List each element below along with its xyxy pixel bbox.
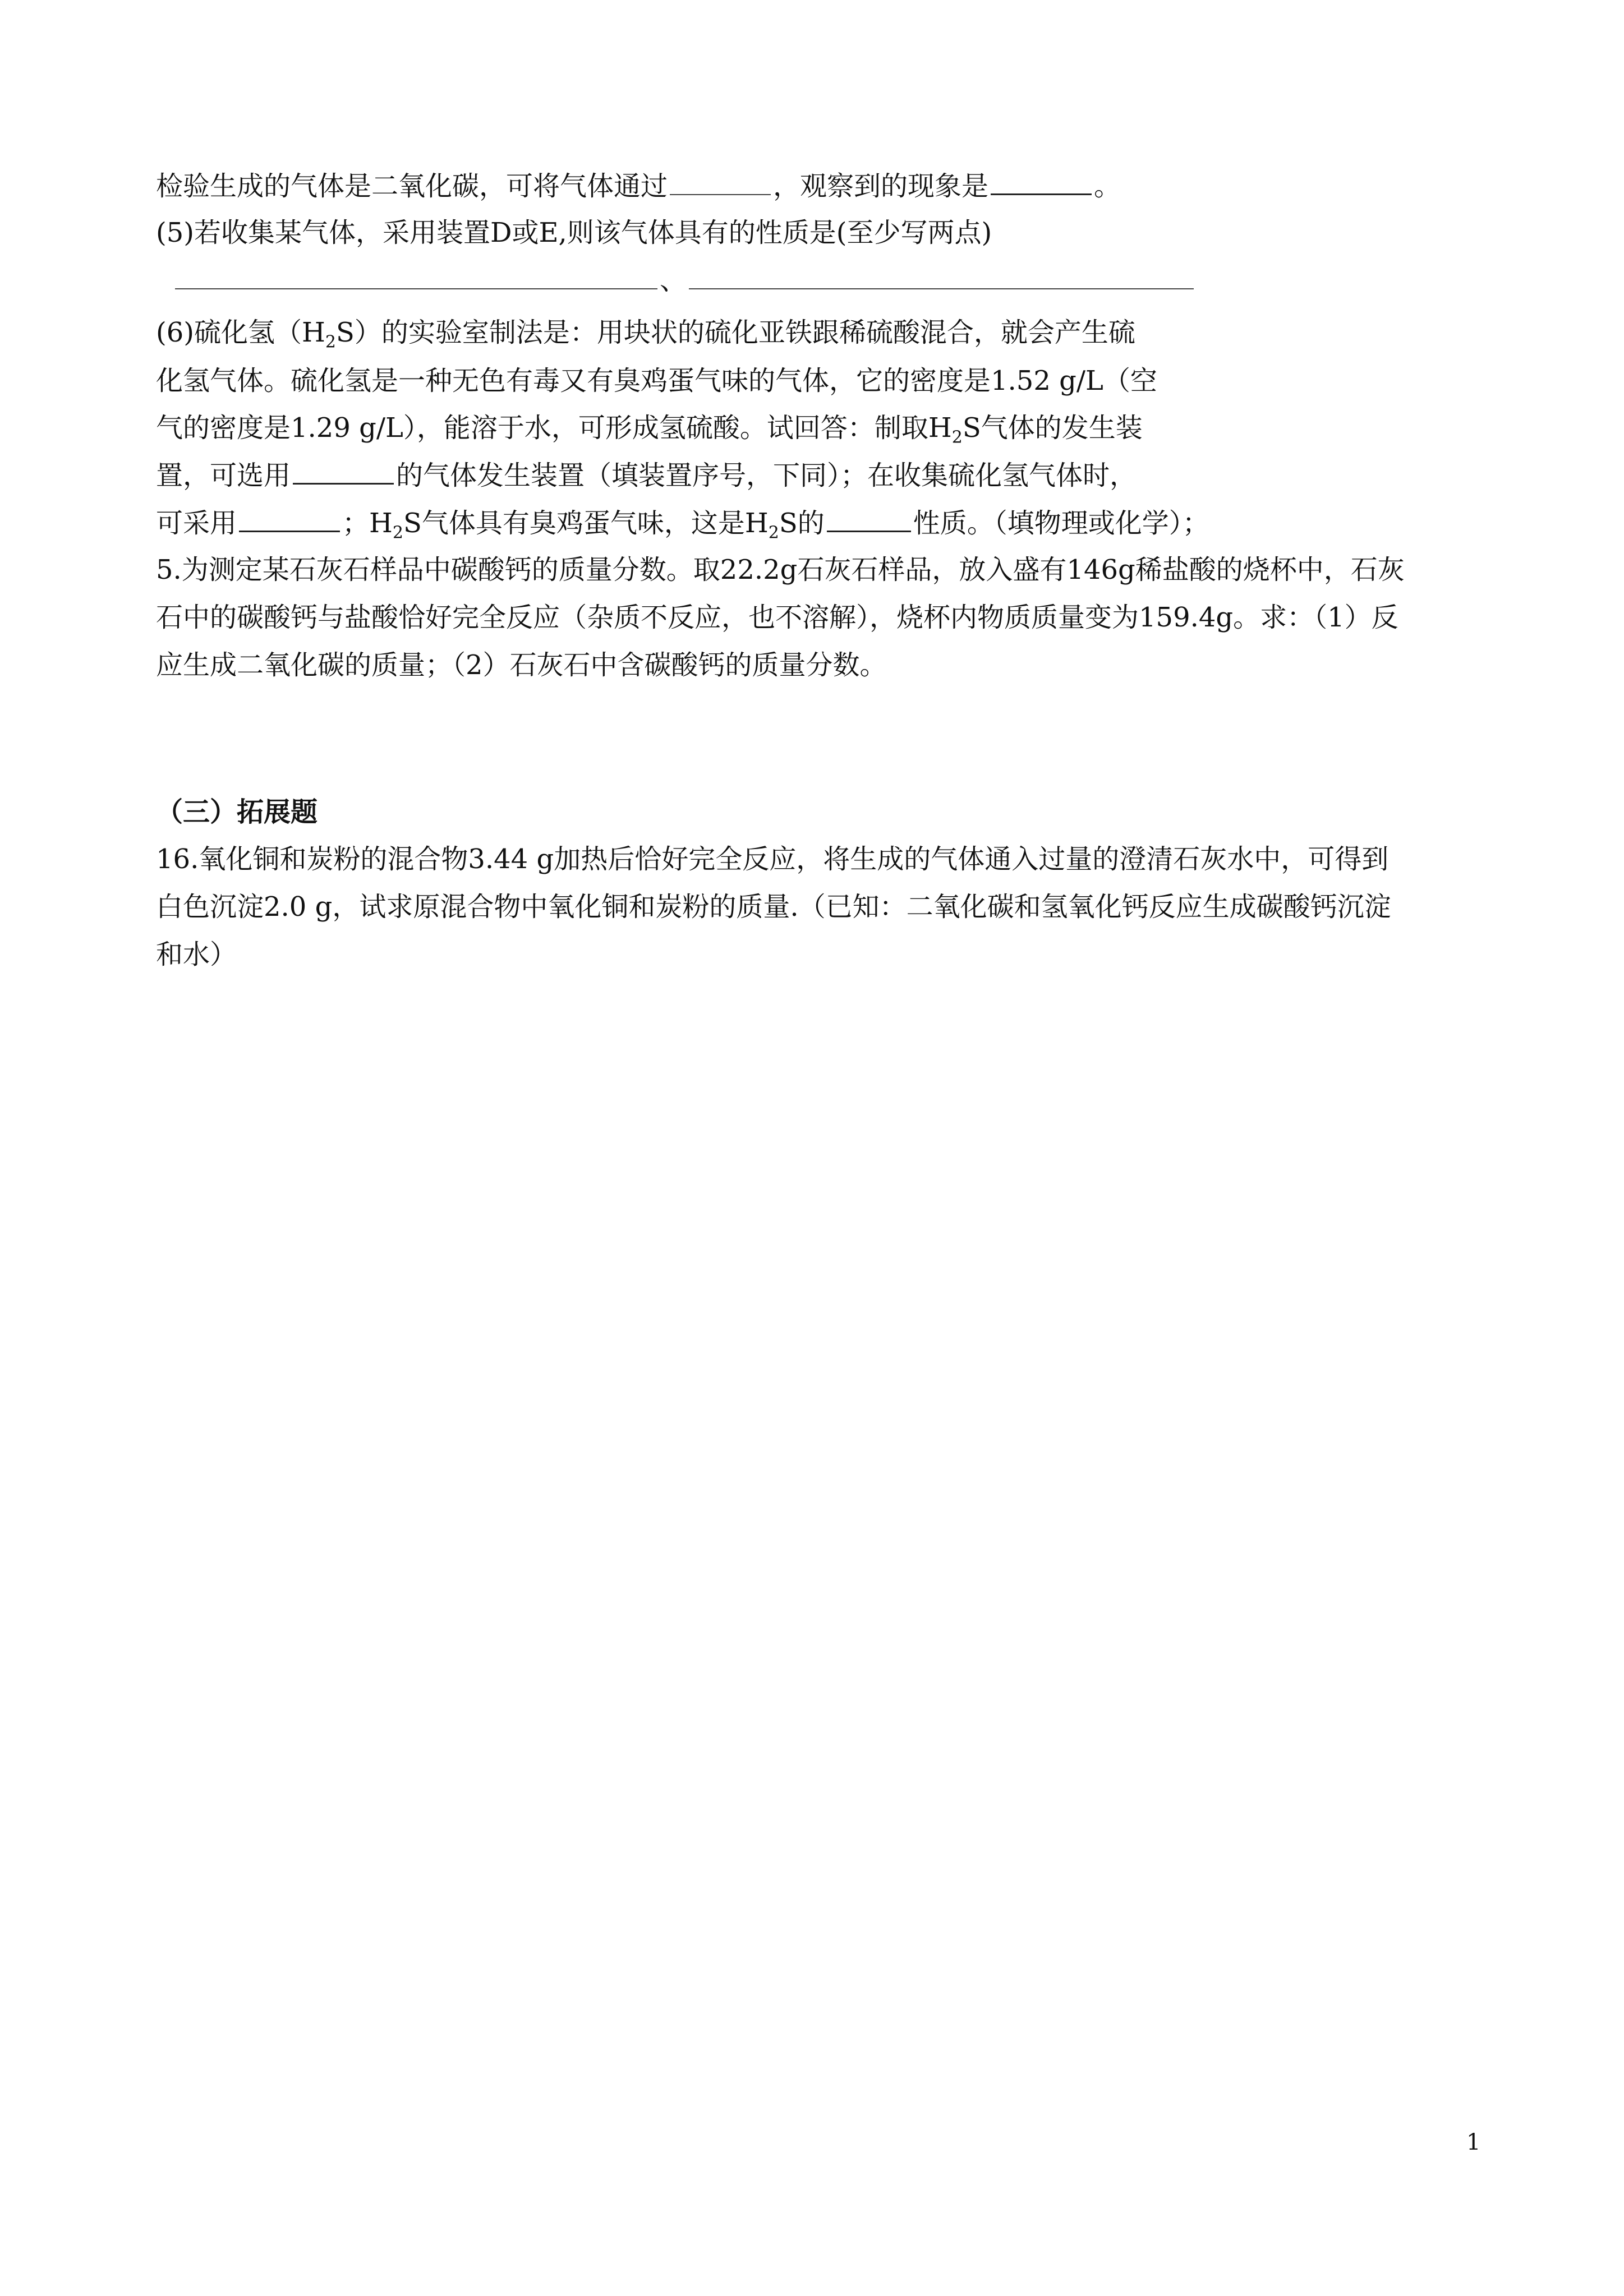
problem-5-line: 5.为测定某石灰石样品中碳酸钙的质量分数。取22.2g石灰石样品，放入盛有146g稀盐酸的烧杯中，石灰 — [156, 554, 1405, 585]
text-segment: S气体具有臭鸡蛋气味，这是H — [403, 508, 769, 539]
question-6-line — [156, 458, 1137, 492]
subscript: 2 — [768, 523, 779, 543]
problem-16-line: 和水） — [156, 939, 237, 970]
question-6-line — [156, 506, 1209, 550]
question-6-line: 化氢气体。硫化氢是一种无色有毒又有臭鸡蛋气味的气体，它的密度是1.52 g/L（空 — [156, 365, 1157, 397]
subscript: 2 — [325, 332, 336, 352]
page-number: 1 — [1466, 2129, 1481, 2155]
subscript: 2 — [392, 523, 403, 543]
answer-blank — [991, 169, 1092, 195]
question-6-line — [156, 316, 1135, 359]
question-6-line — [156, 411, 1143, 455]
text-segment: 置，可选用 — [156, 460, 291, 491]
text-segment: (6)硫化氢（H — [156, 317, 325, 348]
question-4-continuation — [156, 169, 1121, 203]
section-heading: （三）拓展题 — [156, 796, 318, 828]
text-segment: 性质。（填物理或化学）； — [913, 508, 1209, 539]
separator: 、 — [660, 265, 687, 296]
text-segment: 可采用 — [156, 508, 237, 539]
text-segment: S）的实验室制法是：用块状的硫化亚铁跟稀硫酸混合，就会产生硫 — [335, 317, 1135, 348]
subscript: 2 — [951, 427, 963, 448]
answer-blank — [293, 458, 394, 485]
answer-blank — [827, 506, 911, 532]
problem-5-line: 应生成二氧化碳的质量；（2）石灰石中含碳酸钙的质量分数。 — [156, 649, 887, 681]
text-segment: 。 — [1094, 170, 1121, 202]
text-segment: S气体的发生装 — [962, 412, 1143, 444]
text-segment: S的 — [779, 508, 825, 539]
answer-blank — [670, 169, 771, 195]
problem-16-line: 16.氧化铜和炭粉的混合物3.44 g加热后恰好完全反应，将生成的气体通入过量的澄清石灰水中，可得到 — [156, 843, 1389, 875]
problem-16-line: 白色沉淀2.0 g，试求原混合物中氧化铜和炭粉的质量.（已知：二氧化碳和氢氧化钙反应生成碳酸钙沉淀 — [156, 891, 1391, 923]
answer-blank — [689, 264, 1194, 289]
text-segment: 气的密度是1.29 g/L），能溶于水，可形成氢硫酸。试回答：制取H — [156, 412, 952, 444]
question-5-sub-line: (5)若收集某气体，采用装置D或E,则该气体具有的性质是(至少写两点) — [156, 217, 992, 248]
answer-blank-line — [173, 264, 1196, 297]
text-segment: 的气体发生装置（填装置序号，下同）；在收集硫化氢气体时， — [396, 460, 1137, 491]
text-segment: 检验生成的气体是二氧化碳，可将气体通过 — [156, 170, 668, 202]
answer-blank — [175, 264, 657, 289]
text-segment: ，观察到的现象是 — [773, 170, 989, 202]
problem-5-line: 石中的碳酸钙与盐酸恰好完全反应（杂质不反应，也不溶解），烧杯内物质质量变为159.4g。求：（1）反 — [156, 602, 1398, 633]
text-segment: ；H — [342, 508, 393, 539]
answer-blank — [239, 506, 340, 532]
